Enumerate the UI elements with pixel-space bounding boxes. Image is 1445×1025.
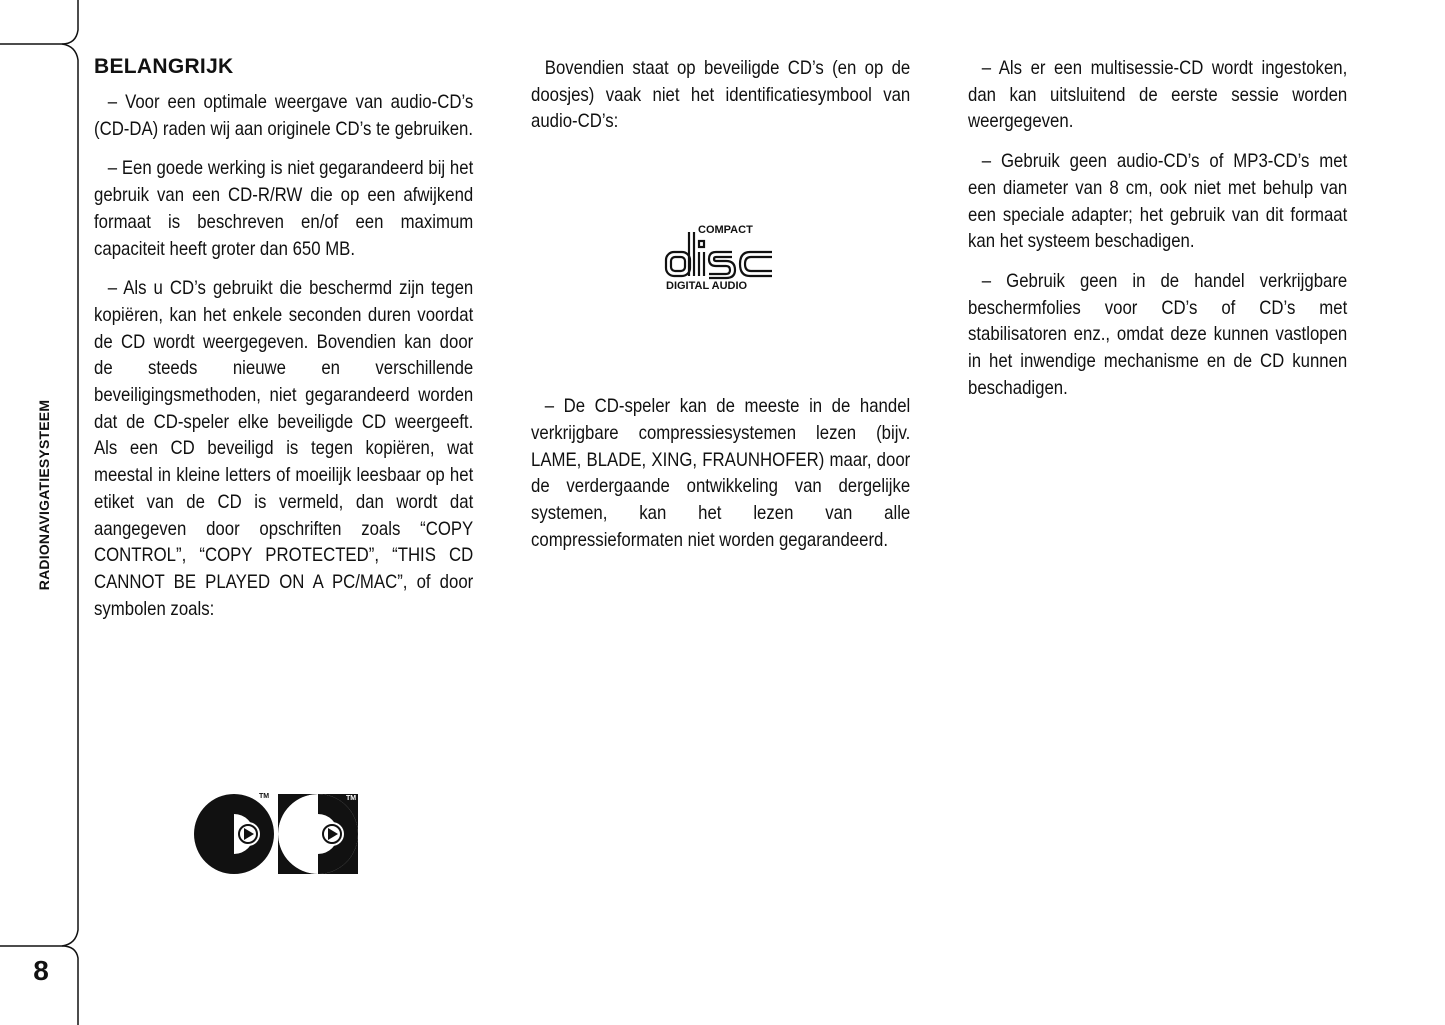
trademark-mark: TM <box>259 793 270 800</box>
trademark-mark: TM <box>346 795 357 802</box>
middle-column <box>531 55 911 566</box>
paragraph: – Als er een multisessie-CD wordt ingestoken, dan kan uitsluitend de eerste sessie worden weergegeven. <box>968 57 1348 133</box>
compact-disc-logo <box>664 224 776 294</box>
paragraph: – Gebruik geen in de handel verkrijgbare beschermfolies voor CD’s of CD’s met stabilisatoren enz., omdat deze kunnen vastlopen in het inwendige mechanisme en de CD kunnen beschadigen. <box>968 269 1348 399</box>
page-number: 8 <box>33 955 49 986</box>
disc-wordmark-icon <box>664 228 776 280</box>
section-heading: BELANGRIJK <box>94 55 234 78</box>
paragraph: – Een goede werking is niet gegarandeerd bij het gebruik van een CD-R/RW die op een afwijkend formaat is beschreven en/of een maximum capaciteit heeft groter dan 650 MB. <box>94 157 474 260</box>
paragraph: – Voor een optimale weergave van audio-CD’s (CD-DA) raden wij aan originele CD’s te gebruiken. <box>94 91 474 140</box>
left-column <box>94 55 474 635</box>
paragraph: Bovendien staat op beveiligde CD’s (en op de doosjes) vaak niet het identificatiesymbool van audio-CD’s: <box>531 57 911 133</box>
paragraph: – De CD-speler kan de meeste in de handel verkrijgbare compressiesystemen lezen (bijv. LAME, BLADE, XING, FRAUNHOFER) maar, door de verdergaande ontwikkeling van dergelijke systemen, kan het lezen van alle compressieformaten niet worden gegarandeerd. <box>531 395 911 551</box>
paragraph: – Als u CD’s gebruikt die beschermd zijn tegen kopiëren, kan het enkele seconden duren voordat de CD wordt weergegeven. Bovendien kan door de steeds nieuwe en verschillende beveiligingsmethoden, niet gegarandeerd worden dat de CD-speler elke beveiligde CD weergeeft. Als een CD beveiligd is tegen kopiëren, wat meestal in kleine letters of moeilijk leesbaar op het etiket van de CD is vermeld, dan wordt dat aangegeven door opschriften zoals “COPY CONTROL”, “COPY PROTECTED”, “THIS CD CANNOT BE PLAYED ON A PC/MAC”, of door symbolen zoals: <box>94 277 474 620</box>
copy-protection-symbols-icon <box>192 792 360 876</box>
paragraph: – Gebruik geen audio-CD’s of MP3-CD’s met een diameter van 8 cm, ook niet met behulp van een speciale adapter; het gebruik van dit formaat kan het systeem beschadigen. <box>968 150 1348 253</box>
logo-bottom-text: DIGITAL AUDIO <box>666 280 748 292</box>
right-column <box>968 55 1348 414</box>
logo-top-text: COMPACT <box>698 224 753 236</box>
section-label: RADIONAVIGATIESYSTEEM <box>36 399 52 591</box>
